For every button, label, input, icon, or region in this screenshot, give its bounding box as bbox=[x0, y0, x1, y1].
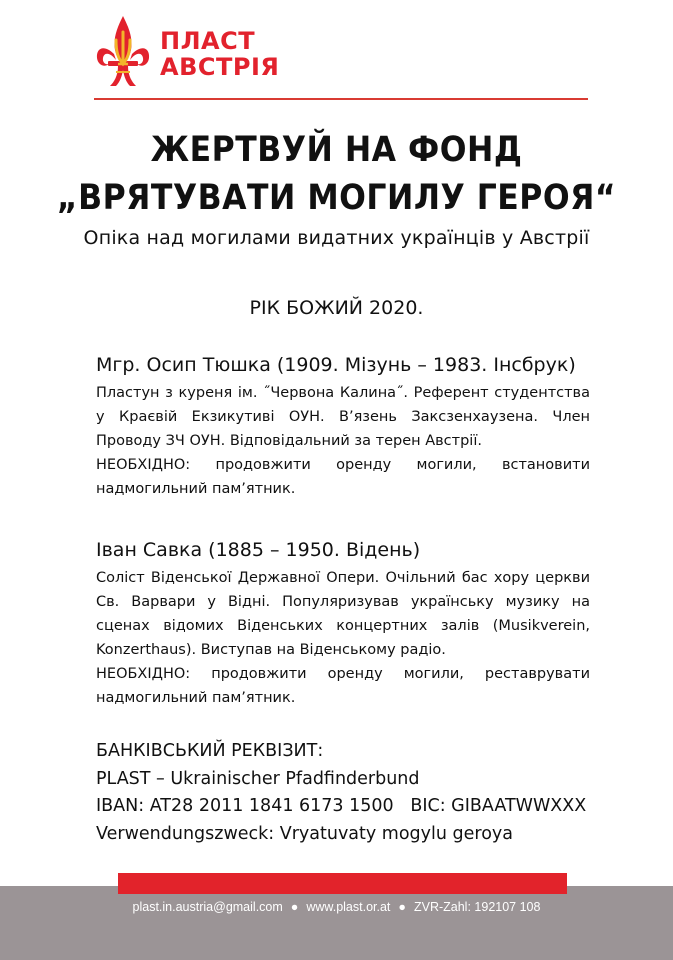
footer-contacts bbox=[0, 899, 673, 915]
footer-red-bar bbox=[118, 873, 567, 894]
footer-band bbox=[0, 886, 673, 960]
page-subtitle: Опіка над могилами видатних українців у Австрії bbox=[83, 227, 590, 249]
footer-email[interactable]: plast.in.austria@gmail.com bbox=[132, 900, 283, 914]
person-bio: Пластун з куреня ім. ˝Червона Калина˝. Референт студентства у Краєвій Екзикутиві ОУН. В’язень Заксзенхаузена. Член Проводу ЗЧ ОУН. Відповідальний за терен Австрії. bbox=[96, 385, 590, 449]
footer-zvr: ZVR-Zahl: 192107 108 bbox=[413, 900, 541, 914]
bullet-icon: ● bbox=[290, 900, 299, 914]
page-title-line1: ЖЕРТВУЙ НА ФОНД bbox=[150, 130, 523, 170]
plast-lily-icon bbox=[94, 14, 152, 92]
header bbox=[94, 14, 588, 102]
person-name: Іван Савка (1885 – 1950. Відень) bbox=[96, 539, 421, 561]
org-name-line1: ПЛАСТ bbox=[160, 27, 256, 55]
title-block bbox=[0, 126, 673, 252]
bank-heading: БАНКІВСЬКИЙ РЕКВІЗИТ: bbox=[96, 741, 324, 761]
page-title-line2: „ВРЯТУВАТИ МОГИЛУ ГЕРОЯ“ bbox=[56, 178, 617, 218]
footer-website[interactable]: www.plast.or.at bbox=[306, 900, 391, 914]
bank-iban: IBAN: AT28 2011 1841 6173 1500 BIC: GIBAATWWXXX bbox=[96, 796, 587, 816]
person-entry bbox=[96, 537, 590, 710]
person-need: НЕОБХІДНО: продовжити оренду могили, реставрувати надмогильний пам’ятник. bbox=[96, 666, 590, 706]
person-entry bbox=[96, 352, 590, 501]
bank-recipient: PLAST – Ukrainischer Pfadfinderbund bbox=[96, 768, 420, 789]
person-name: Мгр. Осип Тюшка (1909. Мізунь – 1983. Інсбрук) bbox=[96, 354, 576, 376]
bank-purpose: Verwendungszweck: Vryatuvaty mogylu geroya bbox=[96, 823, 514, 844]
org-name bbox=[160, 28, 279, 80]
person-bio: Соліст Віденської Державної Опери. Очільний бас хору церкви Св. Варвари у Відні. Популяризував українську музику на сценах відомих Віденських концертних залів (Musikverein, Konzerthaus). Виступав на Віденському радіо. bbox=[96, 570, 590, 658]
year-line: РІК БОЖИЙ 2020. bbox=[249, 297, 424, 319]
bank-details bbox=[96, 738, 596, 848]
org-name-line2: АВСТРІЯ bbox=[160, 53, 280, 81]
person-need: НЕОБХІДНО: продовжити оренду могили, встановити надмогильний пам’ятник. bbox=[96, 457, 590, 497]
bullet-icon: ● bbox=[398, 900, 406, 914]
header-divider bbox=[94, 98, 588, 100]
